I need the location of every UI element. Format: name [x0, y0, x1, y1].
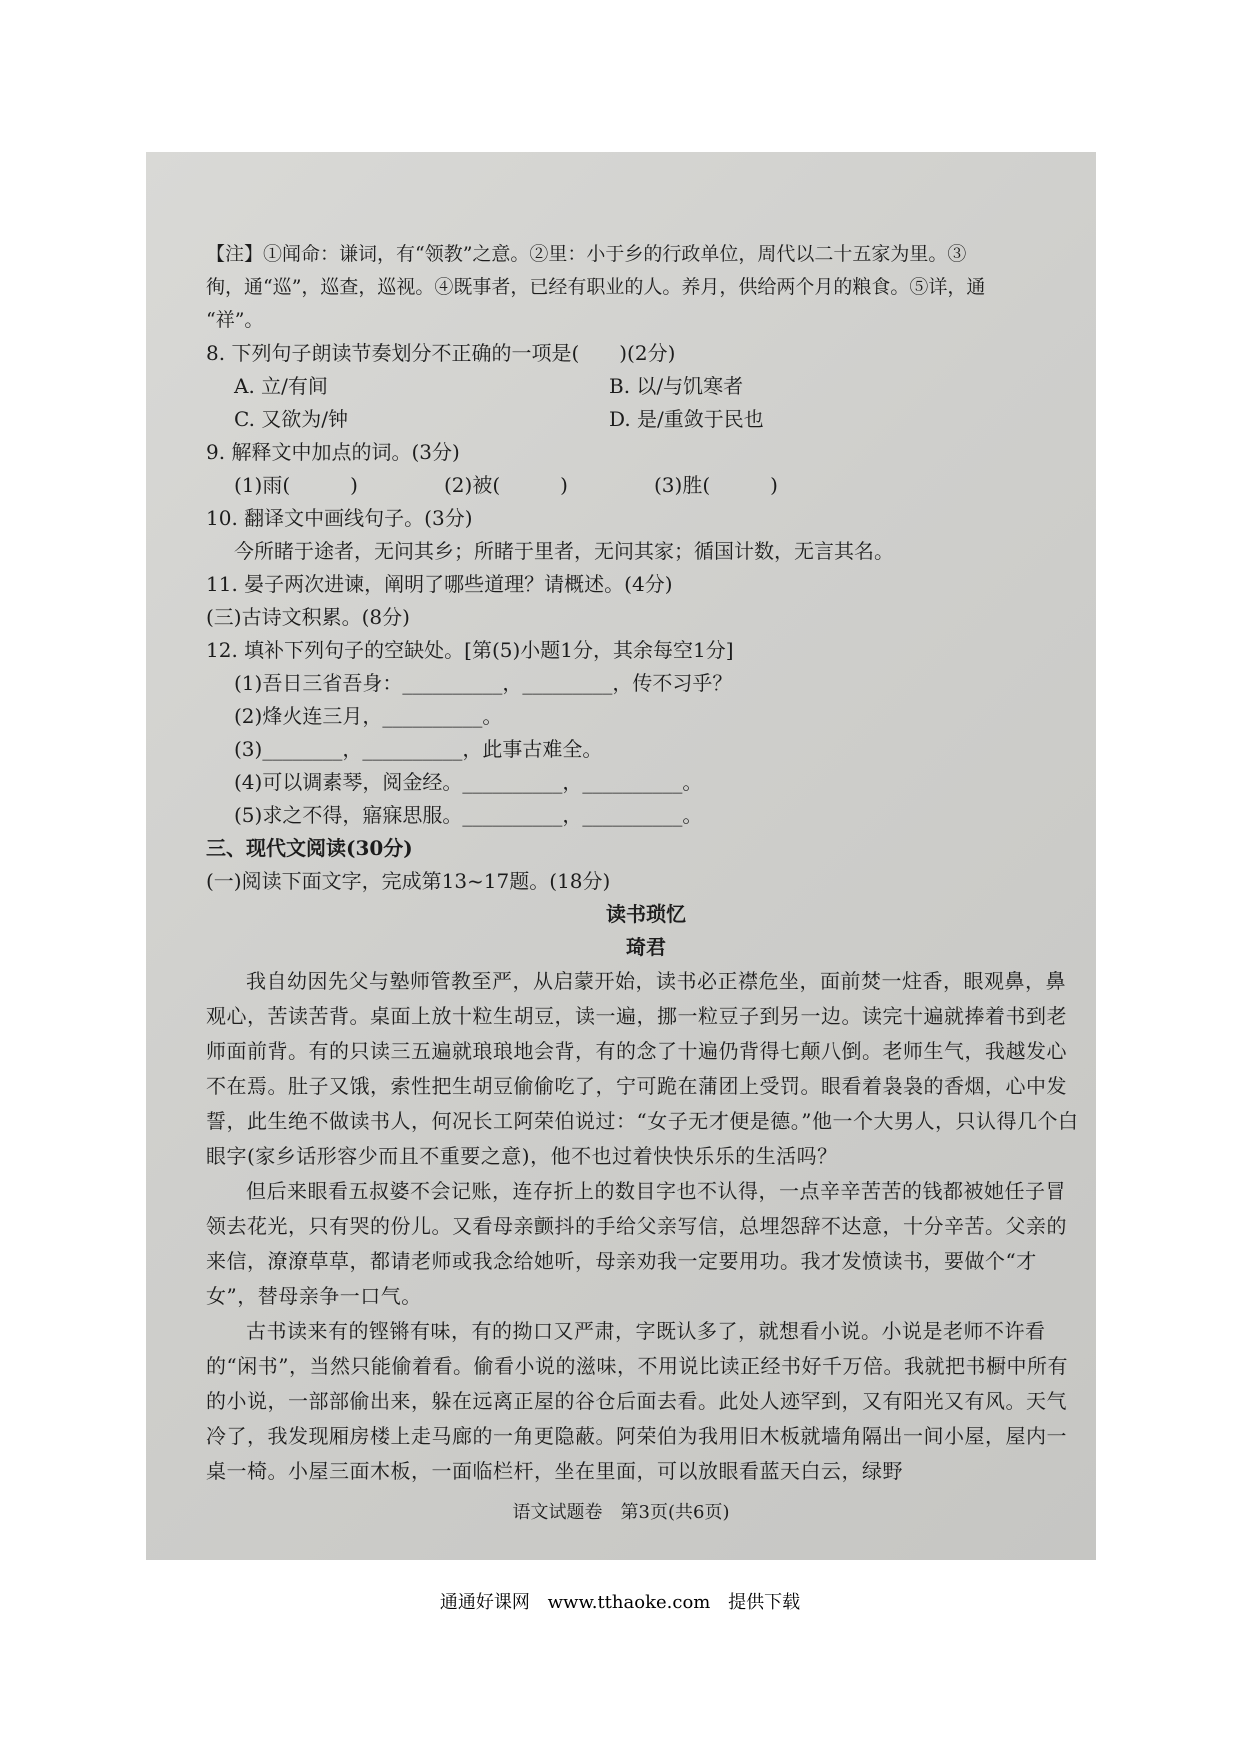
site-suffix: 提供下载 — [728, 1592, 801, 1613]
section-heading: (三)古诗文积累。(8分) — [206, 605, 410, 629]
option-b: B. 以/与饥寒者 — [609, 374, 744, 398]
fill-blank-item: (1)吾日三省吾身：__________，_________，传不习乎？ — [234, 671, 733, 695]
question-8-stem: 8. 下列句子朗读节奏划分不正确的一项是( )(2分) — [206, 341, 676, 365]
site-footer — [0, 1588, 1240, 1614]
word-item: (2)被( ) — [444, 473, 568, 497]
note-line: “祥”。 — [206, 309, 264, 331]
question-10-stem: 10. 翻译文中画线句子。(3分) — [206, 506, 473, 530]
question-11-stem: 11. 晏子两次进谏，阐明了哪些道理？请概述。(4分) — [206, 572, 673, 596]
word-item: (1)雨( ) — [234, 473, 358, 497]
fill-blank-item: (3)________，__________，此事古难全。 — [234, 737, 603, 761]
site-url[interactable]: www.tthaoke.com — [547, 1592, 711, 1613]
article-title: 读书琐忆 — [606, 902, 686, 926]
fill-blank-item: (2)烽火连三月，__________。 — [234, 704, 503, 728]
page-content — [206, 238, 1086, 1489]
word-item: (3)胜( ) — [654, 473, 778, 497]
question-8-options-row — [206, 370, 1086, 403]
article-author: 琦君 — [626, 935, 666, 959]
fill-blank-item: (4)可以调素琴，阅金经。__________，__________。 — [234, 770, 703, 794]
page-number-footer: 语文试题卷 第3页(共6页) — [512, 1502, 730, 1523]
question-9-stem: 9. 解释文中加点的词。(3分) — [206, 440, 460, 464]
question-9-items — [206, 469, 1086, 502]
part-heading: 三、现代文阅读(30分) — [206, 836, 413, 860]
note-line: 徇，通“巡”，巡查，巡视。④既事者，已经有职业的人。养月，供给两个月的粮食。⑤详，通 — [206, 276, 986, 298]
note-line: 【注】①闻命：谦词，有“领教”之意。②里：小于乡的行政单位，周代以二十五家为里。③ — [206, 243, 967, 265]
article-paragraph: 古书读来有的铿锵有味，有的拗口又严肃，字既认多了，就想看小说。小说是老师不许看的“闲书”，当然只能偷着看。偷看小说的滋味，不用说比读正经书好千万倍。我就把书橱中所有的小说，一部部偷出来，躲在远离正屋的谷仓后面去看。此处人迹罕到，又有阳光又有风。天气冷了，我发现厢房楼上走马廊的一角更隐蔽。阿荣伯为我用旧木板就墙角隔出一间小屋，屋内一桌一椅。小屋三面木板，一面临栏杆，坐在里面，可以放眼看蓝天白云，绿野 — [206, 1319, 1068, 1483]
option-d: D. 是/重敛于民也 — [609, 407, 764, 431]
option-c: C. 又欲为/钟 — [234, 407, 349, 431]
question-8-options-row — [206, 403, 1086, 436]
article-paragraph: 但后来眼看五叔婆不会记账，连存折上的数目字也不认得，一点辛辛苦苦的钱都被她任子冒领去花光，只有哭的份儿。又看母亲颤抖的手给父亲写信，总埋怨辞不达意，十分辛苦。父亲的来信，潦潦草草，都请老师或我念给她听，母亲劝我一定要用功。我才发愤读书，要做个“才女”，替母亲争一口气。 — [206, 1179, 1067, 1308]
site-name: 通通好课网 — [439, 1592, 530, 1613]
fill-blank-item: (5)求之不得，寤寐思服。__________，__________。 — [234, 803, 703, 827]
part-subheading: (一)阅读下面文字，完成第13~17题。(18分) — [206, 869, 611, 893]
question-12-stem: 12. 填补下列句子的空缺处。[第(5)小题1分，其余每空1分] — [206, 638, 734, 662]
question-10-sentence: 今所睹于途者，无问其乡；所睹于里者，无问其家；循国计数，无言其名。 — [234, 539, 894, 563]
scanned-page-photo — [146, 152, 1096, 1560]
article-paragraph: 我自幼因先父与塾师管教至严，从启蒙开始，读书必正襟危坐，面前焚一炷香，眼观鼻，鼻观心，苦读苦背。桌面上放十粒生胡豆，读一遍，挪一粒豆子到另一边。读完十遍就捧着书到老师面前背。有的只读三五遍就琅琅地会背，有的念了十遍仍背得七颠八倒。老师生气，我越发心不在焉。肚子又饿，索性把生胡豆偷偷吃了，宁可跪在蒲团上受罚。眼看着袅袅的香烟，心中发誓，此生绝不做读书人，何况长工阿荣伯说过：“女子无才便是德。”他一个大男人，只认得几个白眼字(家乡话形容少而且不重要之意)，他不也过着快快乐乐的生活吗？ — [206, 969, 1079, 1168]
annotation-note — [206, 238, 1086, 337]
option-a: A. 立/有间 — [234, 374, 328, 398]
